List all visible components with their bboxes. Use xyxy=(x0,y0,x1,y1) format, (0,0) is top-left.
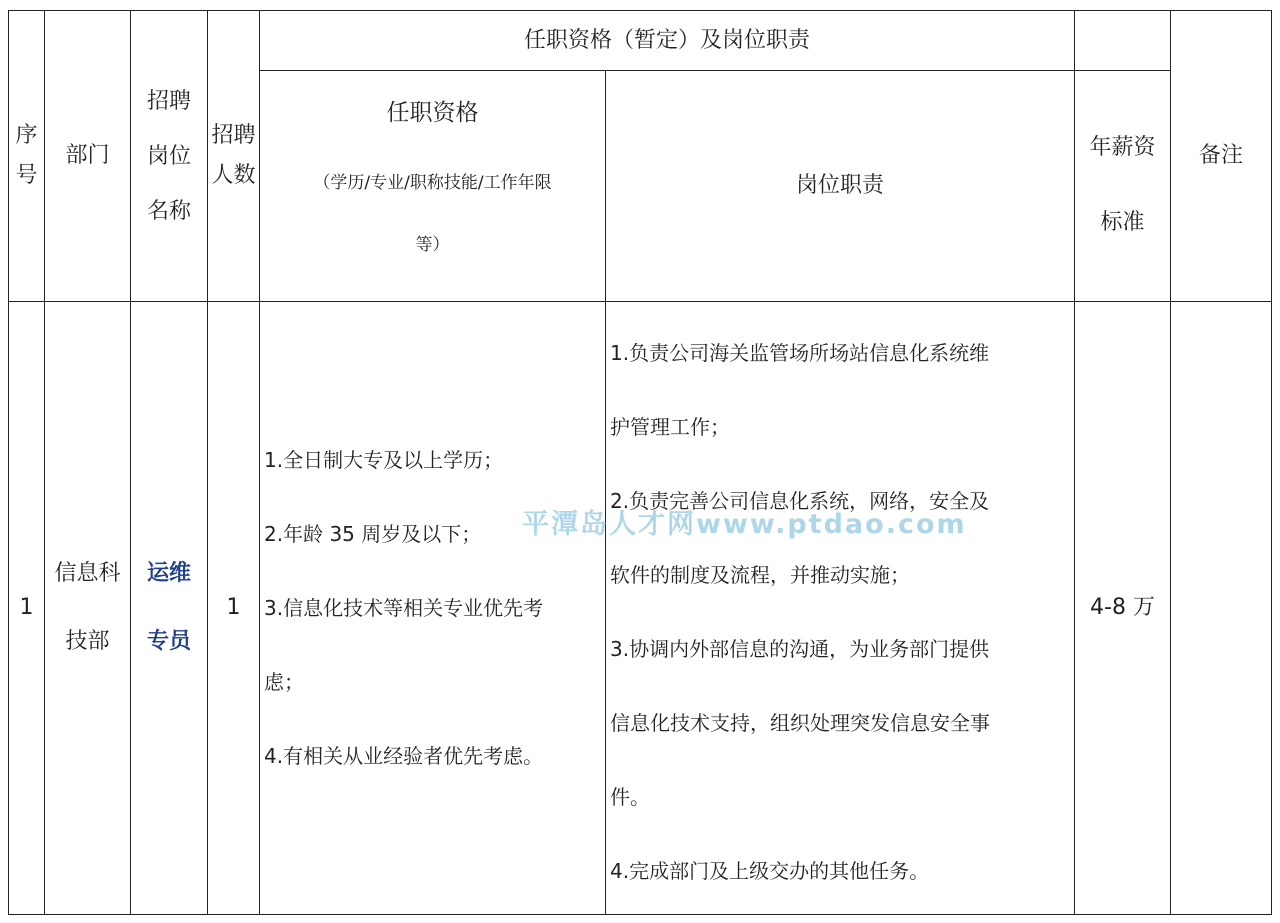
row-remark xyxy=(1171,302,1272,915)
list-item: 2.年龄 35 周岁及以下； xyxy=(264,522,482,546)
header-index: 序 号 xyxy=(9,11,45,302)
row-qualifications xyxy=(260,302,606,915)
list-item: 信息化技术支持，组织处理突发信息安全事 xyxy=(610,711,990,735)
qualification-list xyxy=(260,423,605,793)
header-empty-cell xyxy=(1075,11,1171,71)
table-row xyxy=(9,302,1272,915)
row-salary: 4-8 万 xyxy=(1075,302,1171,915)
header-qualification: 任职资格 （学历/专业/职称技能/工作年限 等） xyxy=(260,71,606,302)
row-dept: 信息科 技部 xyxy=(45,302,131,915)
row-index: 1 xyxy=(9,302,45,915)
row-position: 运维 专员 xyxy=(131,302,208,915)
list-item: 2.负责完善公司信息化系统，网络，安全及 xyxy=(610,489,990,513)
header-count: 招聘 人数 xyxy=(208,11,260,302)
header-dept: 部门 xyxy=(45,11,131,302)
row-duties xyxy=(606,302,1075,915)
list-item: 1.全日制大专及以上学历； xyxy=(264,448,504,472)
duty-list xyxy=(606,308,1074,908)
list-item: 3.协调内外部信息的沟通，为业务部门提供 xyxy=(610,637,990,661)
list-item: 护管理工作； xyxy=(610,415,730,439)
list-item: 3.信息化技术等相关专业优先考 xyxy=(264,596,544,620)
list-item: 软件的制度及流程，并推动实施； xyxy=(610,563,910,587)
list-item: 1.负责公司海关监管场所场站信息化系统维 xyxy=(610,341,990,365)
list-item: 件。 xyxy=(610,785,650,809)
row-count: 1 xyxy=(208,302,260,915)
list-item: 4.有相关从业经验者优先考虑。 xyxy=(264,744,544,768)
header-remark: 备注 xyxy=(1171,11,1272,302)
list-item: 4.完成部门及上级交办的其他任务。 xyxy=(610,859,930,883)
list-item: 虑； xyxy=(264,670,304,694)
site-watermark: 平潭岛人才网www.ptdao.com xyxy=(522,509,967,540)
header-duty: 岗位职责 xyxy=(606,71,1075,302)
header-salary: 年薪资 标准 xyxy=(1075,71,1171,302)
header-group: 任职资格（暂定）及岗位职责 xyxy=(260,11,1075,71)
header-position: 招聘 岗位 名称 xyxy=(131,11,208,302)
recruitment-table xyxy=(8,10,1272,915)
